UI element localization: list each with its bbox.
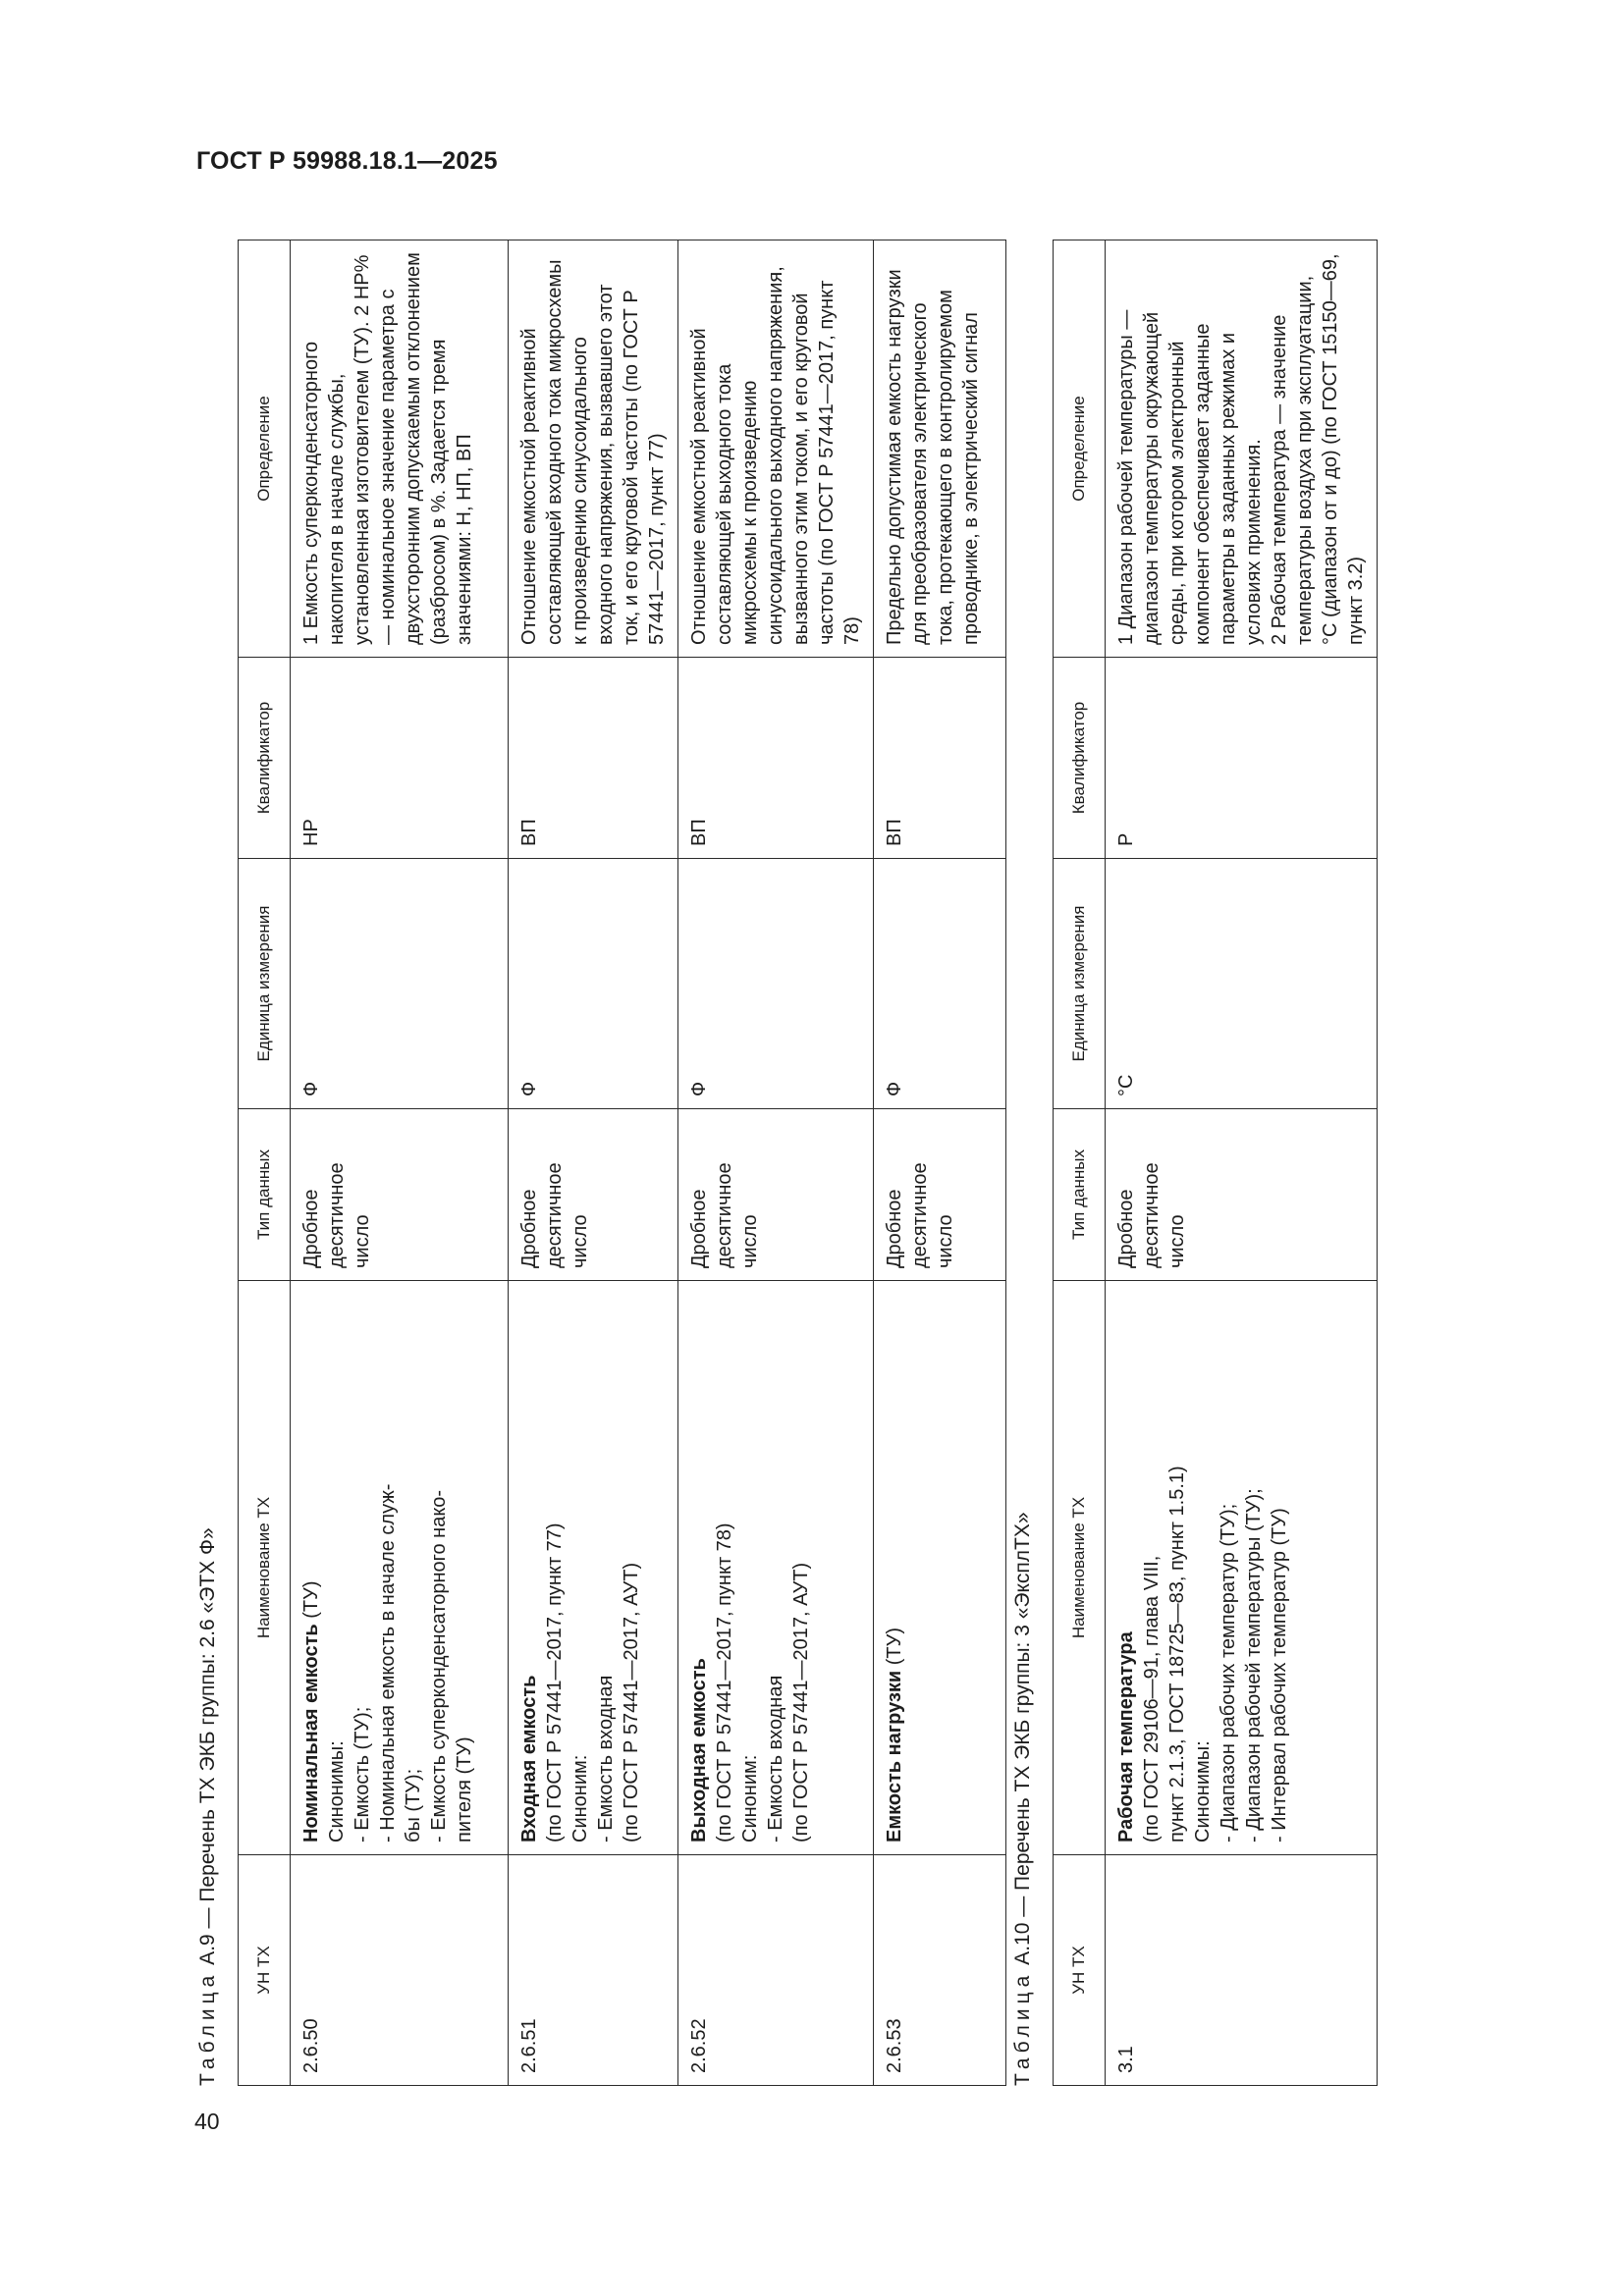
- name-bold: Номинальная емкость: [300, 1624, 322, 1842]
- cell-type: [678, 1109, 874, 1281]
- cell-type: [874, 1109, 1006, 1281]
- cell-definition: 1 Емкость суперконденсаторного накопителя в начале службы, установленная изготовителем (ТУ). 2 НР% — номинальное значение параметра с двухсторонним допускаемым отклонением (разбросом) в %. Задается тремя значениями: Н, НП, ВП: [291, 240, 509, 658]
- name-line: Синоним:: [739, 1754, 761, 1842]
- table-row: [291, 240, 509, 2086]
- name-line: (по ГОСТ Р 57441—2017, АУТ): [621, 1562, 642, 1842]
- col-header-name: Наименование ТХ: [1054, 1281, 1106, 1855]
- col-header-name: Наименование ТХ: [239, 1281, 291, 1855]
- cell-definition: Отношение емкостной реактивной составляющей входного тока микросхемы к произведению синусоидального входного напряжения, вызвавшего этот ток, и его круговой частоты (по ГОСТ Р 57441—2017, пункт 77): [509, 240, 678, 658]
- table-row: [509, 240, 678, 2086]
- table-row: [874, 240, 1006, 2086]
- name-line: - Емкость входная: [765, 1675, 786, 1842]
- name-line: (по ГОСТ Р 57441—2017, пункт 78): [714, 1522, 735, 1842]
- name-line: - Интервал рабочих температур (ТУ): [1269, 1508, 1290, 1842]
- cell-unit: °С: [1106, 859, 1378, 1109]
- table-a10-caption: [1011, 1512, 1035, 2086]
- col-header-type: Тип данных: [239, 1109, 291, 1281]
- name-line: (по ГОСТ 29106—91, глава VIII,: [1141, 1555, 1163, 1842]
- type-line: десятичное: [326, 1162, 348, 1268]
- table-header-row: [239, 240, 291, 2086]
- cell-id: 2.6.52: [678, 1855, 874, 2086]
- name-suffix: (ТУ): [884, 1627, 905, 1671]
- table-row: [1106, 240, 1378, 2086]
- type-line: десятичное: [714, 1162, 735, 1268]
- definition-line: 2 Рабочая температура — значение температуры воздуха при эксплуатации, °С (диапазон от и до) (по ГОСТ 15150—69, пункт 3.2): [1269, 253, 1367, 645]
- cell-unit: Ф: [678, 859, 874, 1109]
- cell-qualifier: ВП: [678, 658, 874, 859]
- col-header-unit: Единица измерения: [239, 859, 291, 1109]
- name-line: - Емкость (ТУ);: [352, 1706, 373, 1842]
- type-line: число: [935, 1214, 956, 1268]
- name-bold: Входная емкость: [518, 1675, 540, 1842]
- caption-label: Таблица: [196, 1970, 219, 2086]
- cell-id: 2.6.51: [509, 1855, 678, 2086]
- cell-type: [1106, 1109, 1378, 1281]
- table-row: [678, 240, 874, 2086]
- table-header-row: [1054, 240, 1106, 2086]
- name-line: пителя (ТУ): [454, 1736, 475, 1842]
- type-line: Дробное: [300, 1189, 322, 1268]
- type-line: число: [569, 1214, 591, 1268]
- name-bold: Выходная емкость: [688, 1658, 710, 1842]
- cell-name: [874, 1281, 1006, 1855]
- name-line: Синонимы:: [1192, 1740, 1214, 1842]
- col-header-type: Тип данных: [1054, 1109, 1106, 1281]
- name-line: (по ГОСТ Р 57441—2017, АУТ): [790, 1562, 812, 1842]
- cell-name: [509, 1281, 678, 1855]
- rotated-page-content: [157, 231, 1384, 2086]
- document-header: ГОСТ Р 59988.18.1—2025: [196, 147, 498, 175]
- name-bold: Рабочая температура: [1115, 1631, 1137, 1842]
- cell-definition: [1106, 240, 1378, 658]
- type-line: число: [739, 1214, 761, 1268]
- col-header-qualifier: Квалификатор: [239, 658, 291, 859]
- col-header-id: УН ТХ: [239, 1855, 291, 2086]
- cell-unit: Ф: [291, 859, 509, 1109]
- name-line: пункт 2.1.3, ГОСТ 18725—83, пункт 1.5.1): [1166, 1466, 1188, 1842]
- type-line: десятичное: [544, 1162, 566, 1268]
- cell-qualifier: Р: [1106, 658, 1378, 859]
- name-line: - Емкость суперконденсаторного нако-: [428, 1489, 450, 1842]
- definition-line: 1 Диапазон рабочей температуры — диапазон температуры окружающей среды, при котором электронный компонент обеспечивает заданные параметры в заданных режимах и условиях применения.: [1115, 309, 1265, 645]
- cell-qualifier: ВП: [874, 658, 1006, 859]
- cell-qualifier: ВП: [509, 658, 678, 859]
- type-line: Дробное: [688, 1189, 710, 1268]
- col-header-definition: Определение: [239, 240, 291, 658]
- cell-unit: Ф: [874, 859, 1006, 1109]
- name-line: - Диапазон рабочей температуры (ТУ);: [1243, 1488, 1265, 1842]
- table-a9-caption: [196, 1527, 220, 2086]
- name-line: Синоним:: [569, 1754, 591, 1842]
- name-line: - Емкость входная: [595, 1675, 617, 1842]
- type-line: число: [352, 1214, 373, 1268]
- caption-label: Таблица: [1011, 1970, 1034, 2086]
- type-line: Дробное: [884, 1189, 905, 1268]
- col-header-definition: Определение: [1054, 240, 1106, 658]
- cell-name: [1106, 1281, 1378, 1855]
- type-line: Дробное: [518, 1189, 540, 1268]
- table-a9: [238, 240, 1006, 2086]
- name-line: бы (ТУ);: [403, 1768, 424, 1842]
- cell-qualifier: НР: [291, 658, 509, 859]
- name-suffix: (ТУ): [300, 1580, 322, 1625]
- name-line: - Диапазон рабочих температур (ТУ);: [1218, 1503, 1239, 1842]
- cell-name: [291, 1281, 509, 1855]
- caption-text: А.9 — Перечень ТХ ЭКБ группы: 2.6 «ЭТХ Ф»: [196, 1527, 219, 1965]
- cell-definition: Предельно допустимая емкость нагрузки для преобразователя электрического тока, протекающего в контролируемом проводнике, в электрический сигнал: [874, 240, 1006, 658]
- page-number: 40: [194, 2109, 220, 2134]
- caption-text: А.10 — Перечень ТХ ЭКБ группы: 3 «ЭксплТХ»: [1011, 1512, 1034, 1965]
- cell-definition: Отношение емкостной реактивной составляющей выходного тока микросхемы к произведению синусоидального выходного напряжения, вызванного этим током, и его круговой частоты (по ГОСТ Р 57441—2017, пункт 78): [678, 240, 874, 658]
- cell-id: 3.1: [1106, 1855, 1378, 2086]
- cell-name: [678, 1281, 874, 1855]
- type-line: десятичное: [909, 1162, 931, 1268]
- table-a10: [1053, 240, 1378, 2086]
- col-header-qualifier: Квалификатор: [1054, 658, 1106, 859]
- name-line: - Номинальная емкость в начале служ-: [377, 1483, 399, 1842]
- type-line: число: [1166, 1214, 1188, 1268]
- type-line: Дробное: [1115, 1189, 1137, 1268]
- cell-id: 2.6.50: [291, 1855, 509, 2086]
- col-header-id: УН ТХ: [1054, 1855, 1106, 2086]
- name-line: (по ГОСТ Р 57441—2017, пункт 77): [544, 1522, 566, 1842]
- type-line: десятичное: [1141, 1162, 1163, 1268]
- col-header-unit: Единица измерения: [1054, 859, 1106, 1109]
- cell-unit: Ф: [509, 859, 678, 1109]
- cell-id: 2.6.53: [874, 1855, 1006, 2086]
- cell-type: [291, 1109, 509, 1281]
- name-line: Синонимы:: [326, 1740, 348, 1842]
- name-bold: Емкость нагрузки: [884, 1670, 905, 1842]
- cell-type: [509, 1109, 678, 1281]
